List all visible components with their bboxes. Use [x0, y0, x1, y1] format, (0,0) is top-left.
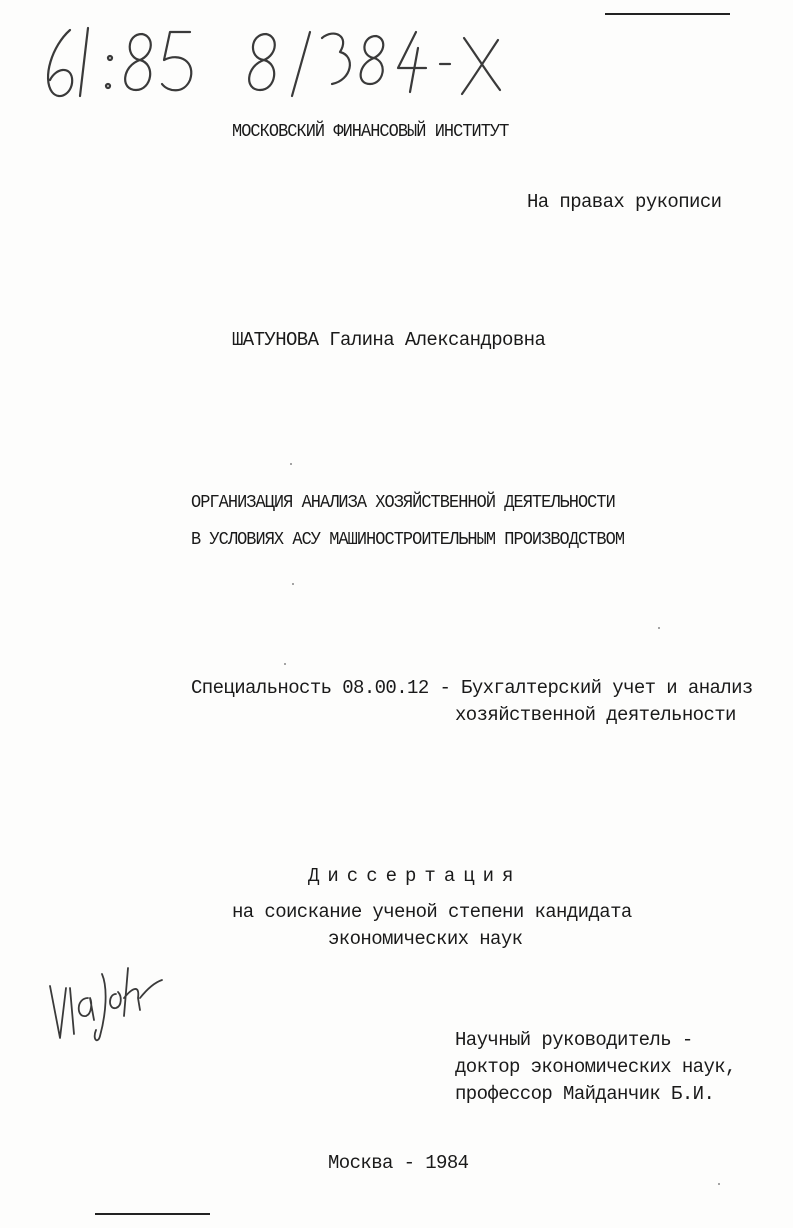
- scan-speck: [284, 663, 286, 665]
- scan-speck: [290, 463, 292, 465]
- scan-speck: [718, 1183, 720, 1185]
- author-name: ШАТУНОВА Галина Александровна: [232, 329, 546, 351]
- top-rule: [605, 13, 730, 15]
- specialty-line-2: хозяйственной деятельности: [455, 704, 736, 726]
- title-line-1: ОРГАНИЗАЦИЯ АНАЛИЗА ХОЗЯЙСТВЕННОЙ ДЕЯТЕЛЬНОСТИ: [191, 493, 615, 513]
- supervisor-line-3: профессор Майданчик Б.И.: [455, 1083, 715, 1105]
- specialty-line-1: Специальность 08.00.12 - Бухгалтерский учет и анализ: [191, 677, 753, 699]
- handwritten-signature: [44, 958, 164, 1048]
- city-year-footer: Москва - 1984: [328, 1152, 469, 1174]
- handwritten-archive-code: [30, 18, 530, 118]
- bottom-rule: [95, 1213, 210, 1215]
- institution-name: МОСКОВСКИЙ ФИНАНСОВЫЙ ИНСТИТУТ: [232, 122, 509, 142]
- title-line-2: В УСЛОВИЯХ АСУ МАШИНОСТРОИТЕЛЬНЫМ ПРОИЗВОДСТВОМ: [191, 530, 625, 550]
- dissertation-heading: Диссертация: [308, 865, 522, 887]
- scan-speck: [292, 583, 294, 585]
- supervisor-line-1: Научный руководитель -: [455, 1029, 693, 1051]
- degree-line-2: экономических наук: [328, 928, 523, 950]
- degree-line-1: на соискание ученой степени кандидата: [232, 901, 632, 923]
- supervisor-line-2: доктор экономических наук,: [455, 1056, 736, 1078]
- manuscript-rights-note: На правах рукописи: [527, 191, 722, 213]
- scan-speck: [658, 627, 660, 629]
